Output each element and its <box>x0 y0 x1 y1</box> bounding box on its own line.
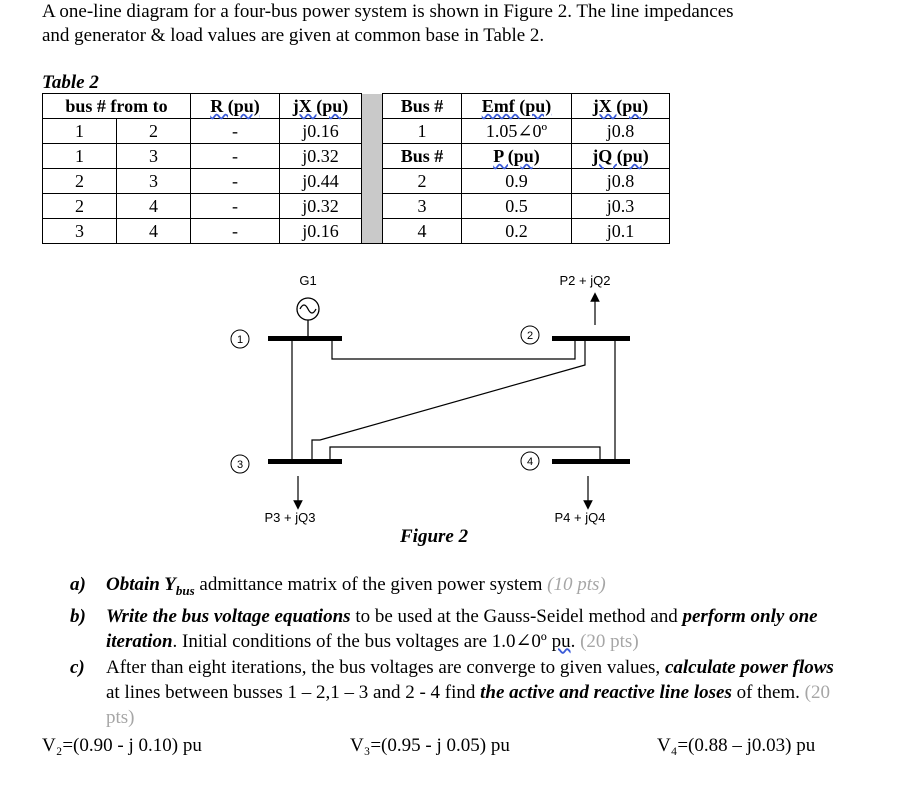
table-row <box>43 169 670 194</box>
bus-1-marker <box>231 330 249 348</box>
cell-r: - <box>191 194 280 219</box>
table-caption: Table 2 <box>42 72 99 93</box>
bus-bar-2 <box>552 336 630 341</box>
header-bus: Bus # <box>383 94 462 119</box>
question-c: c) After than eight iterations, the bus voltages are converge to given values, calculate power flows at lines between busses 1 – 2,1 – 3 and 2 - 4 find the active and reactive line loses of them. (20 pts) <box>70 656 834 728</box>
generator-label: G1 <box>299 273 317 288</box>
cell-load-p: 0.2 <box>462 219 572 244</box>
bus-4-marker <box>521 452 539 470</box>
voltage-v3: V₃=(0.95 - j 0.05) pu <box>350 735 510 756</box>
table-separator <box>362 219 383 244</box>
table-separator <box>362 144 383 169</box>
load-3-label: P3 + jQ3 <box>264 510 316 525</box>
cell-from: 1 <box>43 144 117 169</box>
cell-x: j0.16 <box>280 219 362 244</box>
data-table <box>42 93 670 244</box>
questions-list <box>70 572 840 731</box>
cell-load-q: j0.1 <box>572 219 670 244</box>
bus-bar-1 <box>268 336 342 341</box>
intro-line-1: A one-line diagram for a four-bus power system is shown in Figure 2. The line impedances <box>42 1 734 22</box>
table-separator <box>362 194 383 219</box>
cell-load-p: 0.5 <box>462 194 572 219</box>
cell-to: 3 <box>117 169 191 194</box>
cell-gen-bus: 1 <box>383 119 462 144</box>
bus-bar-3 <box>268 459 342 464</box>
cell-gen-emf: 1.05∠0º <box>462 119 572 144</box>
cell-x: j0.16 <box>280 119 362 144</box>
load-4-label: P4 + jQ4 <box>554 510 606 525</box>
bus-bar-4 <box>552 459 630 464</box>
header-x: jX (pu) <box>280 94 362 119</box>
cell-load-q: j0.8 <box>572 169 670 194</box>
cell-load-bus: 2 <box>383 169 462 194</box>
subheader-p: P (pu) <box>462 144 572 169</box>
cell-load-q: j0.3 <box>572 194 670 219</box>
cell-r: - <box>191 144 280 169</box>
cell-to: 4 <box>117 219 191 244</box>
header-r: R (pu) <box>191 94 280 119</box>
question-a: a) Obtain $Y_{bus}$ admittance matrix of the given power system (10 pts) <box>70 574 606 598</box>
voltage-v2: V₂=(0.90 - j 0.10) pu <box>42 735 202 756</box>
header-gen-x: jX (pu) <box>572 94 670 119</box>
transmission-lines <box>292 341 615 459</box>
table-separator <box>362 94 383 119</box>
cell-load-bus: 3 <box>383 194 462 219</box>
table-separator <box>362 169 383 194</box>
header-bus-from-to: bus # from to <box>43 94 191 119</box>
header-emf: Emf (pu) <box>462 94 572 119</box>
line-3-4 <box>330 447 600 459</box>
cell-r: - <box>191 169 280 194</box>
problem-intro <box>42 0 882 48</box>
cell-load-p: 0.9 <box>462 169 572 194</box>
cell-to: 4 <box>117 194 191 219</box>
subheader-q: jQ (pu) <box>572 144 670 169</box>
bus-3-marker <box>231 455 249 473</box>
cell-r: - <box>191 219 280 244</box>
cell-from: 1 <box>43 119 117 144</box>
line-1-2 <box>332 341 575 359</box>
table-separator <box>362 119 383 144</box>
cell-load-bus: 4 <box>383 219 462 244</box>
cell-from: 3 <box>43 219 117 244</box>
svg-text:3: 3 <box>236 459 244 471</box>
load-2-label: P2 + jQ2 <box>559 273 611 288</box>
question-b: b) Write the bus voltage equations to be used at the Gauss-Seidel method and perform only one iteration. Initial conditions of the bus voltages are 1.0∠0º pu. (20 pts) <box>70 605 818 652</box>
svg-text:2: 2 <box>526 330 534 342</box>
voltage-v4: V₄=(0.88 – j0.03) pu <box>657 735 816 756</box>
cell-gen-x: j0.8 <box>572 119 670 144</box>
table-row <box>43 219 670 244</box>
intro-line-2: and generator & load values are given at common base in Table 2. <box>42 25 545 46</box>
cell-to: 2 <box>117 119 191 144</box>
table-row <box>43 194 670 219</box>
cell-x: j0.32 <box>280 144 362 169</box>
cell-x: j0.32 <box>280 194 362 219</box>
subheader-bus: Bus # <box>383 144 462 169</box>
cell-r: - <box>191 119 280 144</box>
svg-text:1: 1 <box>236 334 244 346</box>
one-line-diagram <box>230 265 630 525</box>
bus-2-marker <box>521 326 539 344</box>
svg-text:4: 4 <box>526 456 534 468</box>
table-header-row <box>43 94 670 119</box>
table-row <box>43 144 670 169</box>
cell-x: j0.44 <box>280 169 362 194</box>
generator-icon <box>297 298 319 336</box>
cell-from: 2 <box>43 194 117 219</box>
table-row <box>43 119 670 144</box>
cell-from: 2 <box>43 169 117 194</box>
figure-caption: Figure 2 <box>400 526 469 547</box>
cell-to: 3 <box>117 144 191 169</box>
